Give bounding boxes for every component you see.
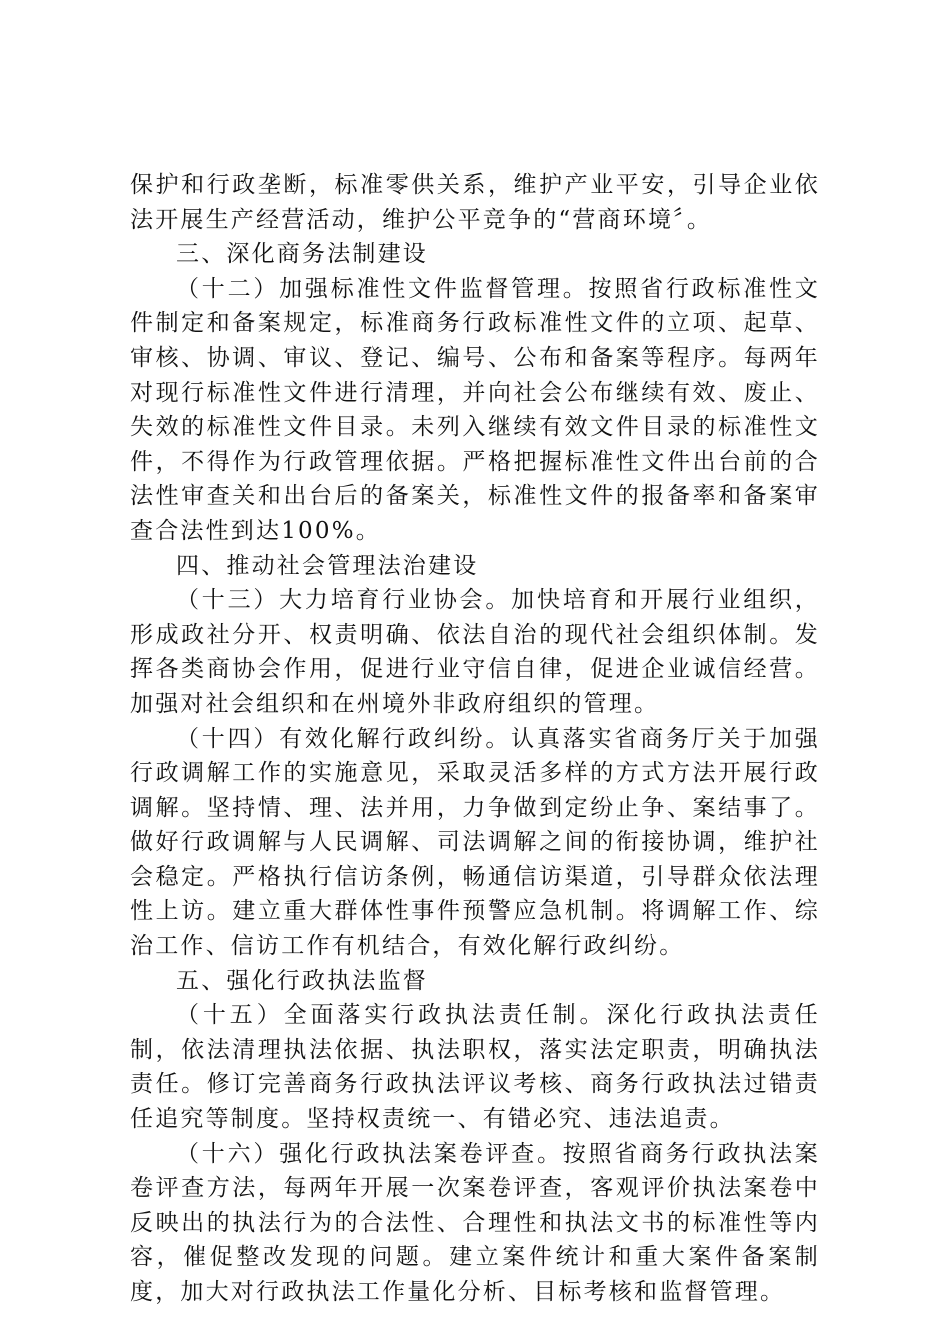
- paragraph-12: （十二）加强标准性文件监督管理。按照省行政标准性文件制定和备案规定，标准商务行政标准性文件的立项、起草、审核、协调、审议、登记、编号、公布和备案等程序。每两年对现行标准性文件进行清理，并向社会公布继续有效、废止、失效的标准性文件目录。未列入继续有效文件目录的标准性文件，不得作为行政管理依据。严格把握标准性文件出台前的合法性审查关和出台后的备案关，标准性文件的报备率和备案审查合法性到达100%。: [130, 275, 820, 544]
- paragraph-14: （十四）有效化解行政纠纷。认真落实省商务厅关于加强行政调解工作的实施意见，采取灵活多样的方式方法开展行政调解。坚持情、理、法并用，力争做到定纷止争、案结事了。做好行政调解与人民调解、司法调解之间的衔接协调，维护社会稳定。严格执行信访条例，畅通信访渠道，引导群众依法理性上访。建立重大群体性事件预警应急机制。将调解工作、综治工作、信访工作有机结合，有效化解行政纠纷。: [130, 725, 820, 960]
- paragraph-continuation: 保护和行政垄断，标准零供关系，维护产业平安，引导企业依法开展生产经营活动，维护公平竞争的“营商环境〞。: [130, 172, 820, 233]
- paragraph-13: （十三）大力培育行业协会。加快培育和开展行业组织，形成政社分开、权责明确、依法自治的现代社会组织体制。发挥各类商协会作用，促进行业守信自律，促进企业诚信经营。加强对社会组织和在州境外非政府组织的管理。: [130, 587, 820, 717]
- paragraph-15: （十五）全面落实行政执法责任制。深化行政执法责任制，依法清理执法依据、执法职权，落实法定职责，明确执法责任。修订完善商务行政执法评议考核、商务行政执法过错责任追究等制度。坚持权责统一、有错必究、违法追责。: [130, 1002, 820, 1133]
- section-heading-3: 三、深化商务法制建设: [176, 241, 428, 268]
- paragraph-16: （十六）强化行政执法案卷评查。按照省商务行政执法案卷评查方法，每两年开展一次案卷评查，客观评价执法案卷中反映出的执法行为的合法性、合理性和执法文书的标准性等内容，催促整改发现的问题。建立案件统计和重大案件备案制度，加大对行政执法工作量化分析、目标考核和监督管理。: [130, 1140, 820, 1305]
- section-heading-4: 四、推动社会管理法治建设: [176, 552, 479, 579]
- document-body: [130, 168, 820, 1310]
- section-heading-5: 五、强化行政执法监督: [176, 967, 428, 994]
